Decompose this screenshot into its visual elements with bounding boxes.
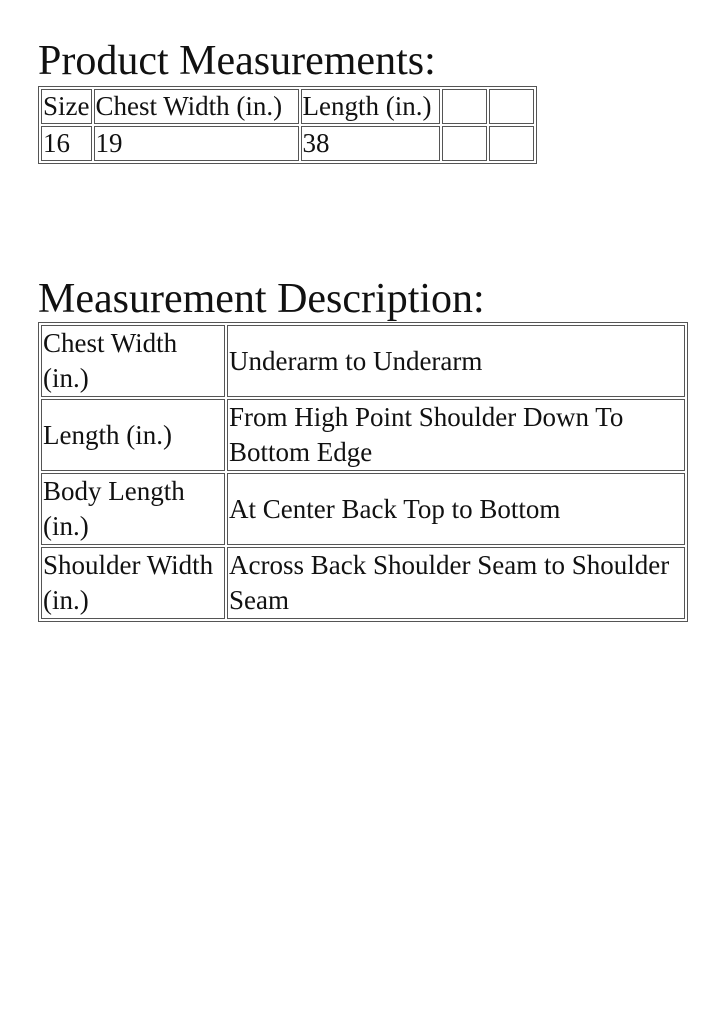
- cell-chest-width: 19: [94, 126, 299, 161]
- cell-empty: [489, 126, 534, 161]
- term-cell: Length (in.): [41, 399, 225, 471]
- description-cell: Underarm to Underarm: [227, 325, 685, 397]
- header-cell-empty: [489, 89, 534, 124]
- cell-empty: [442, 126, 487, 161]
- table-row: [41, 325, 685, 397]
- header-cell-length: Length (in.): [301, 89, 440, 124]
- cell-size: 16: [41, 126, 92, 161]
- term-cell: Chest Width (in.): [41, 325, 225, 397]
- header-cell-empty: [442, 89, 487, 124]
- product-measurements-heading: Product Measurements:: [38, 38, 436, 84]
- description-cell: From High Point Shoulder Down To Bottom Edge: [227, 399, 685, 471]
- measurement-description-table: [38, 322, 688, 622]
- description-cell: At Center Back Top to Bottom: [227, 473, 685, 545]
- header-cell-chest-width: Chest Width (in.): [94, 89, 299, 124]
- table-row: [41, 473, 685, 545]
- table-row: [41, 126, 534, 161]
- product-measurements-table: [38, 86, 537, 164]
- table-header-row: [41, 89, 534, 124]
- header-cell-size: Size: [41, 89, 92, 124]
- table-row: [41, 399, 685, 471]
- description-cell: Across Back Shoulder Seam to Shoulder Seam: [227, 547, 685, 619]
- term-cell: Shoulder Width (in.): [41, 547, 225, 619]
- term-cell: Body Length (in.): [41, 473, 225, 545]
- measurement-description-heading: Measurement Description:: [38, 276, 485, 322]
- cell-length: 38: [301, 126, 440, 161]
- table-row: [41, 547, 685, 619]
